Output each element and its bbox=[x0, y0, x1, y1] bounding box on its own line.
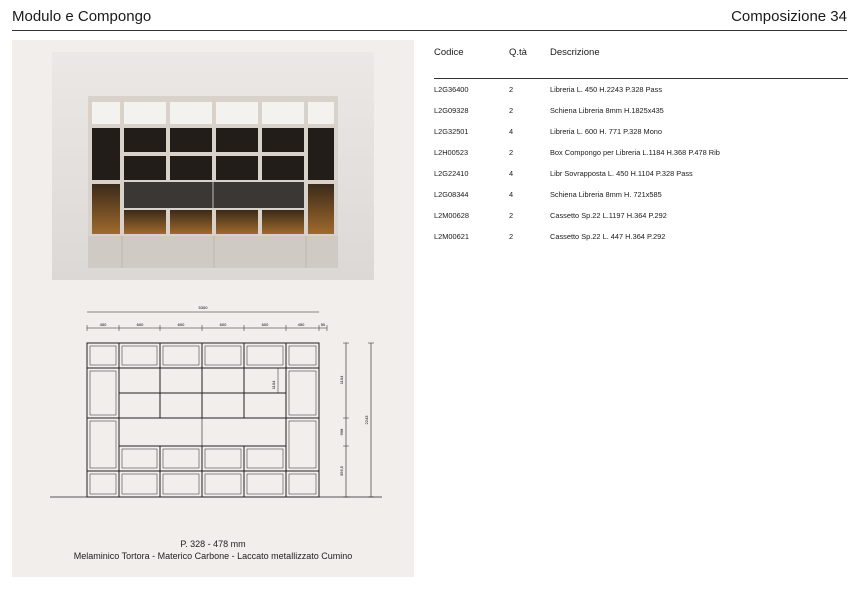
dim-side-upper: 1104 bbox=[339, 375, 344, 385]
cell-qty: 4 bbox=[509, 169, 514, 178]
header-left-title: Modulo e Compongo bbox=[12, 8, 152, 25]
cell-qty: 2 bbox=[509, 106, 514, 115]
cell-qty: 4 bbox=[509, 127, 514, 136]
cell-description: Schiena Libreria 8mm H. 721x585 bbox=[550, 190, 662, 199]
table-row bbox=[434, 96, 848, 117]
dim-total-height: 2243 bbox=[364, 415, 369, 425]
bookcase-render-image bbox=[52, 52, 374, 280]
table-row bbox=[434, 78, 848, 96]
dim-segment: 600 bbox=[219, 322, 227, 327]
cell-description: Libreria L. 600 H. 771 P.328 Mono bbox=[550, 127, 663, 136]
dim-segment: 450 bbox=[99, 322, 107, 327]
product-panel bbox=[12, 40, 414, 577]
table-row bbox=[434, 201, 848, 222]
cell-code: L2G32501 bbox=[434, 127, 469, 136]
table-row bbox=[434, 117, 848, 138]
table-row bbox=[434, 222, 848, 243]
column-header-code: Codice bbox=[434, 44, 509, 78]
dim-total-width: 5300 bbox=[198, 305, 208, 310]
table-row bbox=[434, 138, 848, 159]
technical-drawing-svg bbox=[12, 300, 414, 510]
cell-description: Libr Sovrapposta L. 450 H.1104 P.328 Pass bbox=[550, 169, 693, 178]
dim-inner-height: 1104 bbox=[271, 380, 276, 390]
product-render bbox=[52, 52, 374, 280]
header-rule bbox=[12, 30, 847, 31]
dim-segment: 600 bbox=[136, 322, 144, 327]
cell-qty: 2 bbox=[509, 211, 514, 220]
header-right-title: Composizione 34 bbox=[731, 8, 847, 25]
cell-qty: 2 bbox=[509, 232, 514, 241]
cell-code: L2G36400 bbox=[434, 85, 469, 94]
column-header-qty: Q.tà bbox=[509, 44, 550, 78]
dim-segment: 450 bbox=[297, 322, 305, 327]
cell-qty: 4 bbox=[509, 190, 514, 199]
dim-side-base: 356,5 bbox=[339, 465, 344, 477]
table-row bbox=[434, 159, 848, 180]
cell-description: Cassetto Sp.22 L.1197 H.364 P.292 bbox=[550, 211, 667, 220]
dim-segment: 50 bbox=[320, 322, 326, 327]
parts-table bbox=[434, 44, 848, 243]
table-header-row bbox=[434, 44, 848, 78]
cell-code: L2M00628 bbox=[434, 211, 469, 220]
cell-description: Cassetto Sp.22 L. 447 H.364 P.292 bbox=[550, 232, 666, 241]
table-row bbox=[434, 180, 848, 201]
dim-side-mid: 998 bbox=[339, 428, 344, 436]
cell-code: L2G22410 bbox=[434, 169, 469, 178]
cell-code: L2G09328 bbox=[434, 106, 469, 115]
depth-caption: P. 328 - 478 mm bbox=[180, 539, 246, 549]
cell-description: Libreria L. 450 H.2243 P.328 Pass bbox=[550, 85, 663, 94]
cell-description: Box Compongo per Libreria L.1184 H.368 P.478 Rib bbox=[550, 148, 720, 157]
technical-drawing bbox=[12, 300, 414, 510]
cell-code: L2M00621 bbox=[434, 232, 469, 241]
finishes-caption: Melaminico Tortora - Materico Carbone - Laccato metallizzato Cumino bbox=[73, 551, 353, 561]
cell-code: L2G08344 bbox=[434, 190, 469, 199]
dim-segment: 600 bbox=[261, 322, 269, 327]
cell-description: Schiena Libreria 8mm H.1825x435 bbox=[550, 106, 664, 115]
dim-segment: 600 bbox=[177, 322, 185, 327]
cell-code: L2H00523 bbox=[434, 148, 469, 157]
cell-qty: 2 bbox=[509, 85, 514, 94]
column-header-description: Descrizione bbox=[550, 44, 848, 78]
cell-qty: 2 bbox=[509, 148, 514, 157]
